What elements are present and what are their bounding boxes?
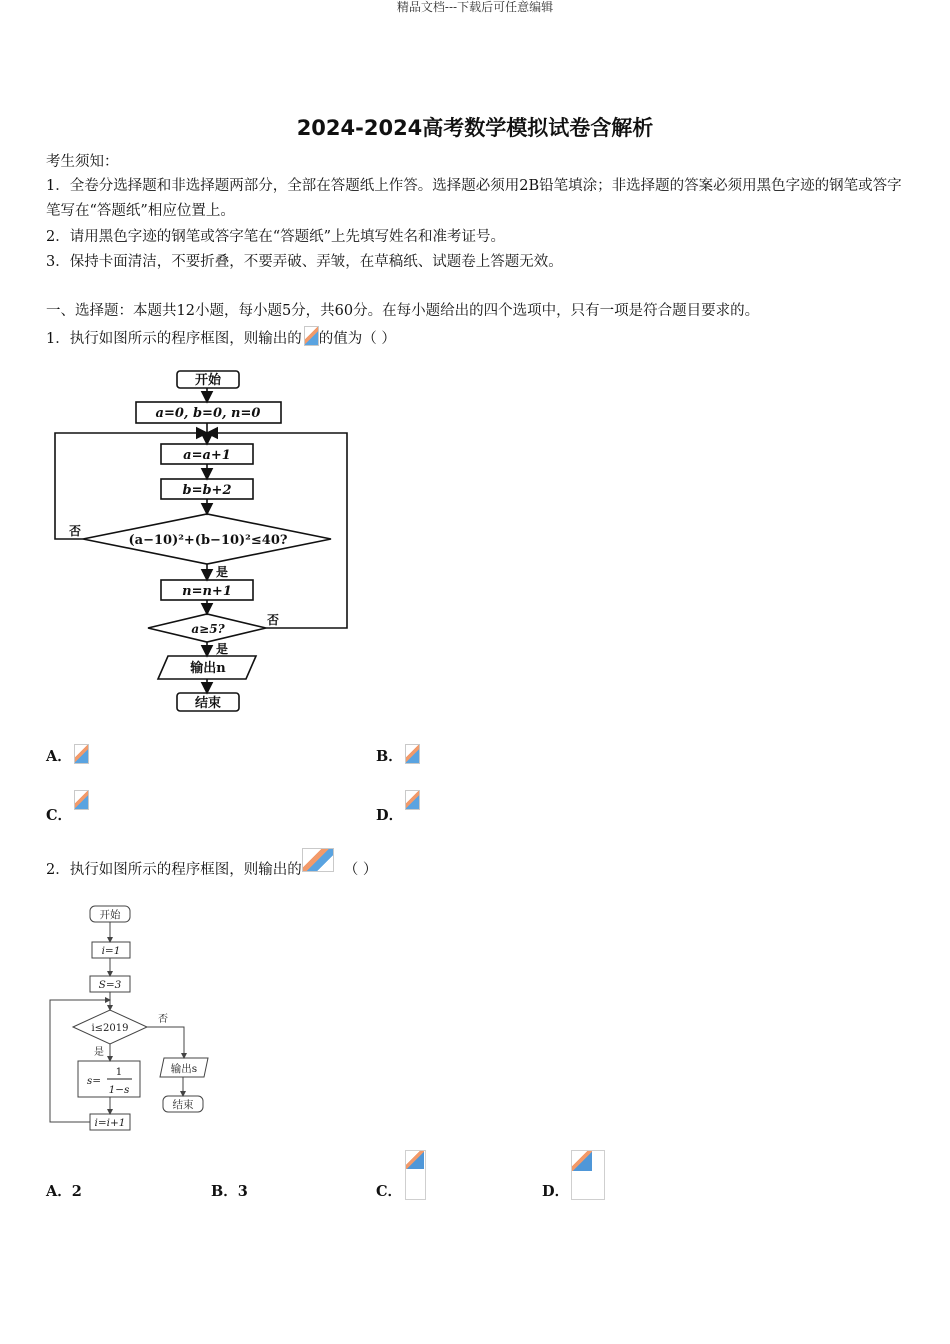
flow1-step2-text: b=b+2 xyxy=(182,483,232,498)
q1-option-b-label: B． xyxy=(376,748,403,765)
q2-option-a-value: 2 xyxy=(71,1183,82,1200)
flow1-yes-label-2: 是 xyxy=(215,642,229,656)
section-heading: 一、选择题：本题共12小题，每小题5分，共60分。在每小题给出的四个选项中，只有一项是符合题目要求的。 xyxy=(46,303,760,319)
image-placeholder-icon xyxy=(74,744,89,764)
q2-option-a[interactable] xyxy=(46,1180,82,1201)
q2-option-c[interactable] xyxy=(376,1180,402,1201)
flowchart-2 xyxy=(46,900,216,1140)
notice-item-2: 2．请用黑色字迹的钢笔或答字笔在“答题纸”上先填写姓名和准考证号。 xyxy=(46,229,506,245)
question-1-stem-a: 1．执行如图所示的程序框图，则输出的 xyxy=(46,331,302,347)
question-2-stem-a: 2．执行如图所示的程序框图，则输出的 xyxy=(46,862,302,878)
image-placeholder-icon xyxy=(405,1150,426,1200)
flow2-start-text: 开始 xyxy=(99,909,121,921)
q2-option-b-value: 3 xyxy=(237,1183,248,1200)
flow1-end-text: 结束 xyxy=(194,696,222,711)
image-placeholder-icon xyxy=(74,790,89,810)
image-placeholder-icon xyxy=(571,1150,605,1200)
q1-option-d[interactable] xyxy=(376,790,420,825)
q1-option-c[interactable] xyxy=(46,790,89,825)
page-title: 2024-2024高考数学模拟试卷含解析 xyxy=(296,116,654,140)
question-2-stem xyxy=(46,848,377,880)
flow1-output-text: 输出n xyxy=(190,661,226,676)
notice-heading: 考生须知： xyxy=(46,154,119,170)
flow2-assign-den: 1−s xyxy=(108,1084,130,1096)
flow2-assign-num: 1 xyxy=(115,1066,123,1078)
q1-option-b[interactable] xyxy=(376,744,420,766)
flow2-cond-text: i≤2019 xyxy=(91,1023,129,1034)
flow2-init1-text: i=1 xyxy=(101,945,121,957)
q1-option-d-label: D． xyxy=(376,807,404,824)
q2-option-b-label: B． xyxy=(211,1183,238,1200)
q1-option-c-label: C． xyxy=(46,807,73,824)
question-1-stem xyxy=(46,326,396,349)
flow2-yes-label: 是 xyxy=(94,1047,104,1058)
q2-option-d-label: D． xyxy=(542,1183,570,1200)
q2-option-a-label: A． xyxy=(46,1183,72,1200)
flow1-yes-label-1: 是 xyxy=(215,565,229,579)
flow2-inc-text: i=i+1 xyxy=(94,1117,126,1129)
q1-option-a[interactable] xyxy=(46,744,89,766)
q2-option-c-label: C． xyxy=(376,1183,403,1200)
flow1-start-text: 开始 xyxy=(194,373,222,388)
image-placeholder-icon xyxy=(405,744,420,764)
page-header: 精品文档---下载后可任意编辑 xyxy=(396,0,554,14)
flow1-step3-text: n=n+1 xyxy=(182,584,232,599)
q2-option-d[interactable] xyxy=(542,1180,569,1201)
flow1-step1-text: a=a+1 xyxy=(183,448,231,463)
image-placeholder-icon xyxy=(302,848,334,872)
flow2-init2-text: S=3 xyxy=(98,979,122,991)
q1-option-a-label: A． xyxy=(46,748,72,765)
image-placeholder-icon xyxy=(304,326,319,346)
image-placeholder-icon xyxy=(405,790,420,810)
flow2-output-text: 输出s xyxy=(170,1063,198,1075)
flow1-init-text: a=0, b=0, n=0 xyxy=(155,406,261,421)
flow2-end-text: 结束 xyxy=(172,1099,194,1111)
flow1-no-label-2: 否 xyxy=(266,613,280,627)
flow2-assign-lhs: s= xyxy=(86,1075,102,1087)
q2-option-b[interactable] xyxy=(211,1180,248,1201)
flow1-cond2-text: a≥5? xyxy=(191,622,225,636)
question-2-stem-b: （ ） xyxy=(343,862,378,878)
flowchart-1 xyxy=(50,362,355,717)
question-1-stem-b: 的值为（ ） xyxy=(318,331,396,347)
notice-item-3: 3．保持卡面清洁，不要折叠，不要弄破、弄皱，在草稿纸、试题卷上答题无效。 xyxy=(46,254,563,270)
flow1-no-label-1: 否 xyxy=(68,524,82,538)
flow2-no-label: 否 xyxy=(158,1014,168,1025)
flow1-cond1-text: (a−10)²+(b−10)²≤40? xyxy=(128,533,288,548)
notice-item-1: 1．全卷分选择题和非选择题两部分，全部在答题纸上作答。选择题必须用2B铅笔填涂；非选择题的答案必须用黑色字迹的钢笔或答字笔写在“答题纸”相应位置上。 xyxy=(46,178,902,219)
